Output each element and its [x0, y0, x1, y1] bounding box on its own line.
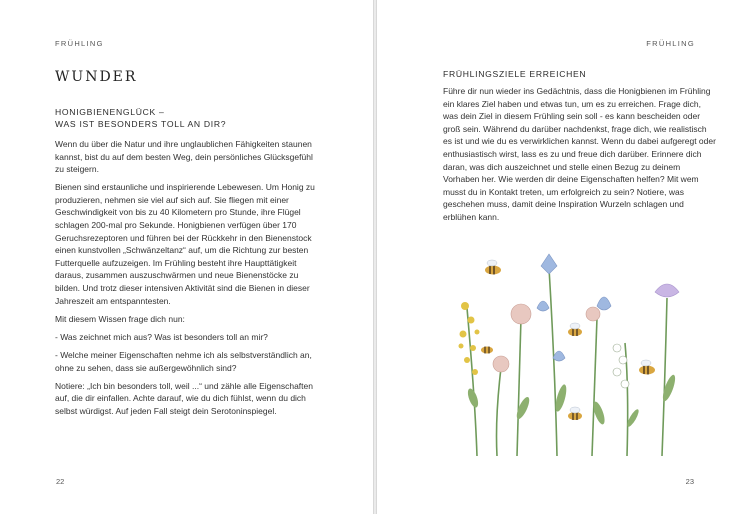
body-text — [55, 138, 323, 423]
paragraph: Mit diesem Wissen frage dich nun: — [55, 313, 185, 324]
paragraph: - Welche meiner Eigenschaften nehme ich als selbstverständlich an, ohne zu sehen, dass sie außergewöhnlich sind? — [55, 349, 312, 373]
paragraph: - Was zeichnet mich aus? Was ist besonders toll an mir? — [55, 331, 268, 342]
paragraph: Bienen sind erstaunliche und inspirierende Lebewesen. Um Honig zu produzieren, nehmen sie viel auf sich auf. Sie fliegen mit einer Geschwindigkeit von bis zu 40 Kilometern pro Stunde, ihre Flügel schlagen 200-mal pro Sekunde. Honigbienen verfügen über 170 Geruchsrezeptoren und führen bei der Rückkehr in den Bienenstock einen kunstvollen „Schwänzeltanz“ auf, um die Richtung zur besten Futterquelle aufzuzeigen. Im Frühling besteht ihre Haupttätigkeit daraus, zusammen auszuschwärmen und neue Bienenstöcke zu bilden. Und trotz dieser intensiven Aktivität sind die Bienen in dieser Jahreszeit am entspanntesten. — [55, 182, 315, 306]
body-text — [443, 85, 717, 229]
running-head: FRÜHLING — [646, 39, 695, 48]
section-heading-line: WAS IST BESONDERS TOLL AN DIR? — [55, 119, 227, 129]
wildflower-bee-illustration — [457, 248, 707, 460]
section-heading-line: HONIGBIENENGLÜCK – — [55, 107, 165, 117]
bees — [481, 260, 655, 420]
page-number: 22 — [56, 477, 65, 486]
page-title: WUNDER — [55, 69, 138, 85]
paragraph: Führe dir nun wieder ins Gedächtnis, dass die Honigbienen im Frühling ein klares Ziel haben und etwas tun, um es zu erreichen. Frage dich, was dein Ziel in diesem Frühling sein soll - es kann bescheiden oder groß sein. Während du darüber nachdenkst, frage dich, wie realistisch es ist und wie du es verwirklichen kannst. Wenn du dabei aufgeregt oder enthusiastisch wirst, lass es zu und freue dich darüber. Erinnere dich daran, was dich auszeichnet und stelle einen Bezug zu deinem Vorhaben her. Wie werden dir deine Eigenschaften helfen? Mit wem musst du in Kontakt treten, um erfolgreich zu sein? Notiere, was geschehen muss, damit deine Inspiration Wurzeln schlagen und erblühen kann. — [443, 86, 716, 222]
section-heading — [55, 106, 305, 130]
running-head: FRÜHLING — [55, 39, 104, 48]
section-heading: FRÜHLINGSZIELE ERREICHEN — [443, 69, 587, 79]
lilac-flower — [655, 284, 679, 297]
paragraph: Wenn du über die Natur und ihre unglaublichen Fähigkeiten staunen kannst, bist du auf dem besten Weg, dein persönliches Glücksgefühl zu steigern. — [55, 139, 313, 175]
paragraph: Notiere: „Ich bin besonders toll, weil ...“ und zähle alle Eigenschaften auf, die dir einfallen. Achte darauf, wie du dich fühlst, wenn du dich selbst würdigst. Auf jeden Fall steigt dein Serotoninspiegel. — [55, 380, 313, 416]
bluebell-flowers — [537, 254, 611, 361]
page-number: 23 — [685, 477, 694, 486]
clover-blossoms — [493, 304, 600, 372]
left-page — [0, 0, 373, 514]
right-page — [377, 0, 750, 514]
